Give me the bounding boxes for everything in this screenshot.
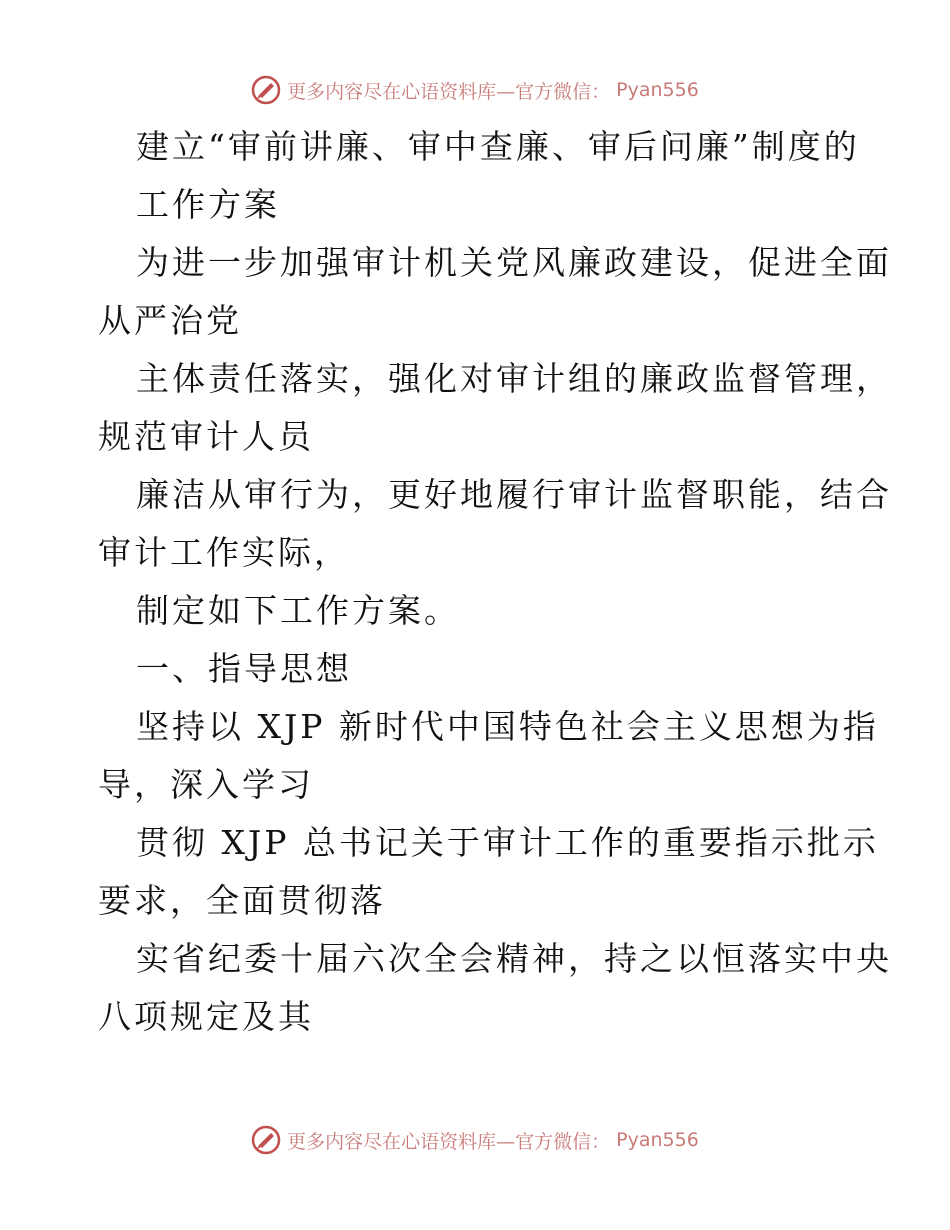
section-heading: 一、指导思想 xyxy=(136,649,352,688)
watermark-text: 更多内容尽在心语资料库—官方微信： xyxy=(287,80,611,103)
paragraph-line: 坚持以 XJP 新时代中国特色社会主义思想为指 xyxy=(136,707,879,746)
logo-icon xyxy=(251,1125,281,1155)
title-line-2: 工作方案 xyxy=(136,185,280,224)
paragraph-line: 廉洁从审行为，更好地履行审计监督职能，结合 xyxy=(136,475,892,514)
header-watermark xyxy=(0,72,950,108)
footer-watermark xyxy=(0,1122,950,1158)
paragraph-line: 贯彻 XJP 总书记关于审计工作的重要指示批示 xyxy=(136,823,879,862)
paragraph-line: 实省纪委十届六次全会精神，持之以恒落实中央 xyxy=(136,939,892,978)
watermark-wechat-id: Pyan556 xyxy=(616,1129,699,1151)
paragraph-line: 规范审计人员 xyxy=(98,417,314,456)
title-line-1: 建立“审前讲廉、审中查廉、审后问廉”制度的 xyxy=(136,127,860,166)
paragraph-line: 审计工作实际， xyxy=(98,533,350,572)
paragraph-line: 为进一步加强审计机关党风廉政建设，促进全面 xyxy=(136,243,892,282)
paragraph-line: 导，深入学习 xyxy=(98,765,314,804)
paragraph-line: 八项规定及其 xyxy=(98,997,314,1036)
paragraph-line: 要求，全面贯彻落 xyxy=(98,881,386,920)
paragraph-line: 制定如下工作方案。 xyxy=(136,591,460,630)
paragraph-line: 主体责任落实，强化对审计组的廉政监督管理， xyxy=(136,359,892,398)
watermark-wechat-id: Pyan556 xyxy=(616,79,699,101)
watermark-text: 更多内容尽在心语资料库—官方微信： xyxy=(287,1130,611,1153)
logo-icon xyxy=(251,75,281,105)
paragraph-line: 从严治党 xyxy=(98,301,242,340)
